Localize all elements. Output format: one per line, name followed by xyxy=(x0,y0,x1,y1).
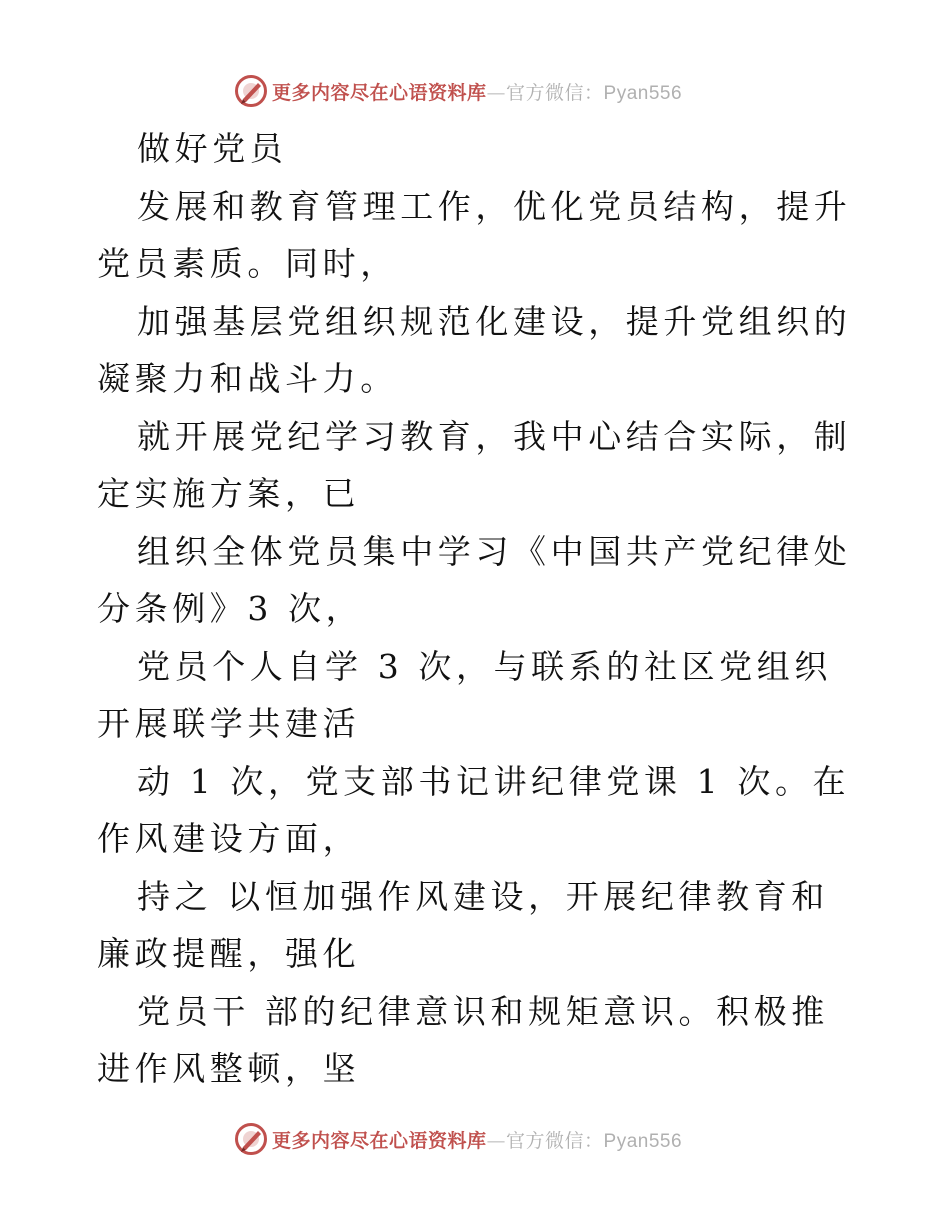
paragraph: 动 1 次，党支部书记讲纪律党课 1 次。在作风建设方面， xyxy=(97,761,851,858)
banner-separator: — xyxy=(486,81,507,104)
banner-official-label: 官方微信： xyxy=(506,1129,604,1152)
banner-text xyxy=(272,78,682,105)
banner-main-text: 更多内容尽在心语资料库 xyxy=(272,1129,487,1152)
banner-text xyxy=(272,1126,682,1153)
paragraph: 就开展党纪学习教育，我中心结合实际，制定实施方案，已 xyxy=(97,416,852,513)
banner-official-label: 官方微信： xyxy=(506,81,604,104)
paragraph: 党员干 部的纪律意识和规矩意识。积极推进作风整顿，坚 xyxy=(97,991,829,1088)
paragraph: 发展和教育管理工作，优化党员结构，提升党员素质。同时， xyxy=(97,186,852,283)
banner-separator: — xyxy=(486,1129,507,1152)
banner-wechat-id: Pyan556 xyxy=(603,1130,683,1152)
header-banner xyxy=(234,73,714,109)
pen-circle-logo-icon xyxy=(234,1122,268,1156)
paragraph: 做好党员 xyxy=(137,129,288,168)
banner-main-text: 更多内容尽在心语资料库 xyxy=(272,81,487,104)
paragraph: 组织全体党员集中学习《中国共产党纪律处分条例》3 次， xyxy=(97,531,852,628)
document-body xyxy=(97,120,857,1098)
paragraph: 党员个人自学 3 次，与联系的社区党组织开展联学共建活 xyxy=(97,646,832,743)
banner-wechat-id: Pyan556 xyxy=(603,82,683,104)
footer-banner xyxy=(234,1121,714,1157)
paragraph: 加强基层党组织规范化建设，提升党组织的凝聚力和战斗力。 xyxy=(97,301,852,398)
pen-circle-logo-icon xyxy=(234,74,268,108)
paragraph: 持之 以恒加强作风建设，开展纪律教育和廉政提醒，强化 xyxy=(97,876,829,973)
